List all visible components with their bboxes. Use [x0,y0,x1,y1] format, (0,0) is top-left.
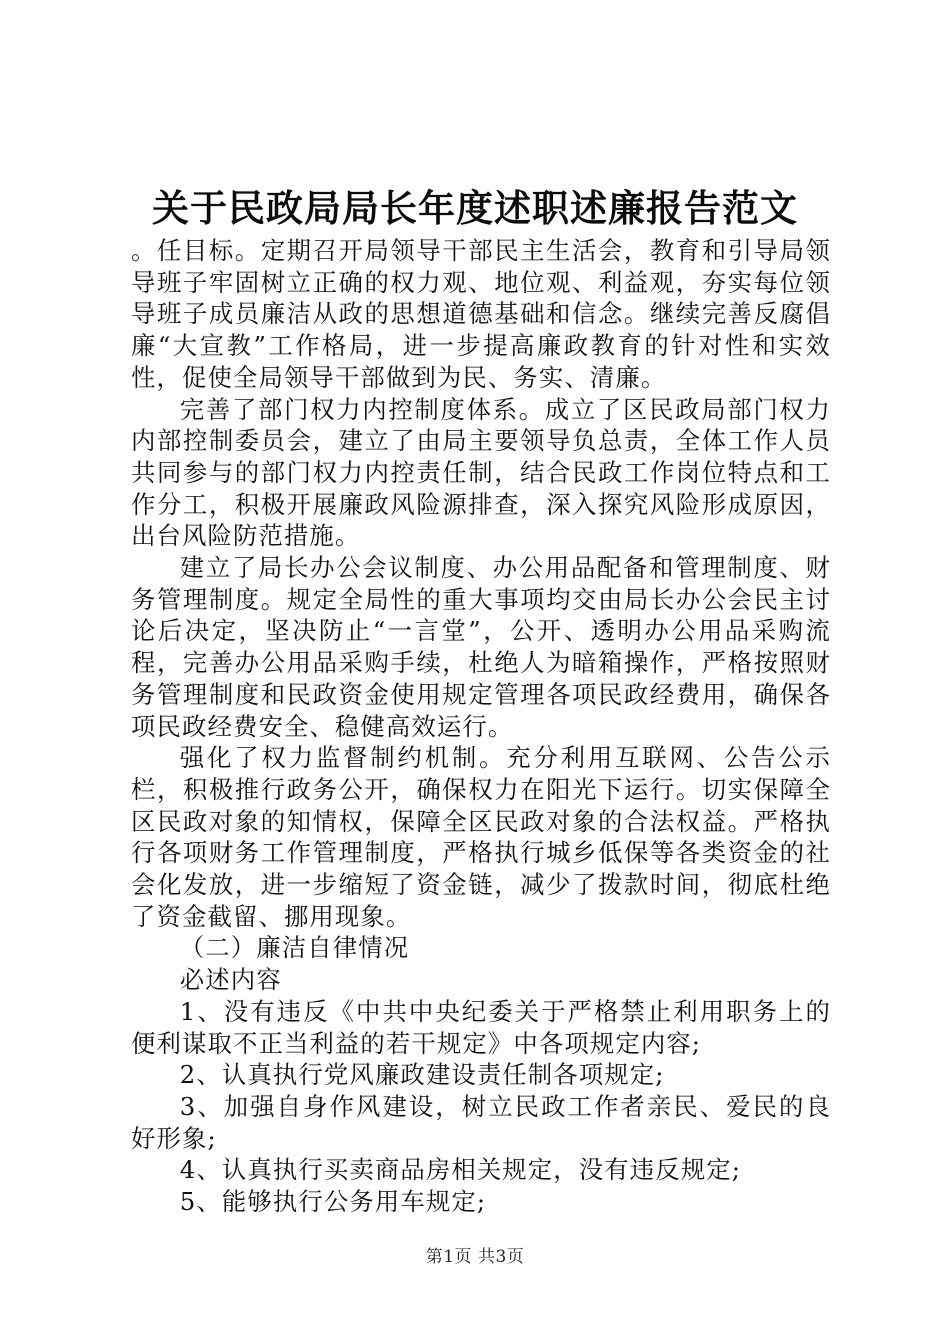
document-body [131,235,831,1218]
list-item-5: 5、能够执行公务用车规定; [179,1187,487,1217]
paragraph-2: 完善了部门权力内控制度体系。成立了区民政局部门权力内部控制委员会，建立了由局主要领导负总责，全体工作人员共同参与的部门权力内控责任制，结合民政工作岗位特点和工作分工，积极开展廉政风险源排查，深入探究风险形成原因，出台风险防范措施。 [131,394,831,551]
document-title: 关于民政局局长年度述职述廉报告范文 [152,186,798,230]
page-footer: 第1页 共3页 [425,1247,525,1267]
list-item-4: 4、认真执行买卖商品房相关规定，没有违反规定; [179,1155,742,1185]
list-item-2: 2、认真执行党风廉政建设责任制各项规定; [179,1060,665,1090]
paragraph-3: 建立了局长办公会议制度、办公用品配备和管理制度、财务管理制度。规定全局性的重大事项均交由局长办公会民主讨论后决定，坚决防止“一言堂”，公开、透明办公用品采购流程，完善办公用品采购手续，杜绝人为暗箱操作，严格按照财务管理制度和民政资金使用规定管理各项民政经费用，确保各项民政经费安全、稳健高效运行。 [131,553,831,741]
paragraph-4: 强化了权力监督制约机制。充分利用互联网、公告公示栏，积极推行政务公开，确保权力在阳光下运行。切实保障全区民政对象的知情权，保障全区民政对象的合法权益。严格执行各项财务工作管理制度，严格执行城乡低保等各类资金的社会化发放，进一步缩短了资金链，减少了拨款时间，彻底杜绝了资金截留、挪用现象。 [131,743,831,931]
section-heading-integrity: （二）廉洁自律情况 [179,933,410,963]
list-item-3: 3、加强自身作风建设，树立民政工作者亲民、爱民的良好形象; [131,1091,831,1153]
list-item-1: 1、没有违反《中共中央纪委关于严格禁止利用职务上的便利谋取不正当利益的若干规定》中各项规定内容; [131,996,831,1058]
subheading-required-content: 必述内容 [179,965,282,995]
paragraph-1: 。任目标。定期召开局领导干部民主生活会，教育和引导局领导班子牢固树立正确的权力观、地位观、利益观，夯实每位领导班子成员廉洁从政的思想道德基础和信念。继续完善反腐倡廉“大宣教”工作格局，进一步提高廉政教育的针对性和实效性，促使全局领导干部做到为民、务实、清廉。 [131,236,831,392]
